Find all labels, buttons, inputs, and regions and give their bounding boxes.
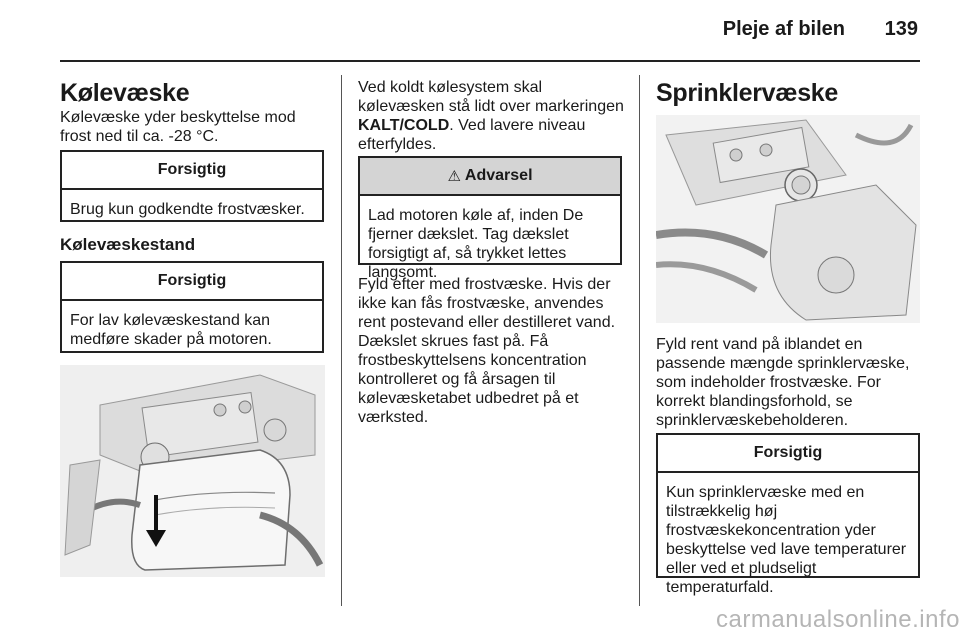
column-divider-1 xyxy=(341,75,342,606)
page-header-title: Pleje af bilen xyxy=(722,18,845,40)
refill-text: Fyld efter med frostvæske. Hvis der ikke kan fås frostvæske, anvendes rent postevand eller destilleret vand. Dækslet skrues fast på. Få frostbeskyttelsens koncentration kontrolleret og få årsagen til kølevæsketabet udbedret på et værksted. xyxy=(358,276,616,426)
column-2 xyxy=(358,78,624,154)
coolant-intro-text: Kølevæske yder beskyttelse mod frost ned til ca. -28 °C. xyxy=(60,109,296,145)
column-divider-2 xyxy=(639,75,640,606)
section-heading-coolant: Kølevæske xyxy=(60,79,190,107)
caution-text: Kun sprinklervæske med en tilstrækkelig høj frostvæskekoncentration yder beskyttelse ved lave temperaturer eller ved et pludseligt temperaturfald. xyxy=(666,484,907,596)
caution-text: Brug kun godkendte frostvæsker. xyxy=(70,201,305,218)
caution-text: For lav kølevæskestand kan medføre skader på motoren. xyxy=(70,312,272,348)
caution-box-coolant-level xyxy=(60,261,324,353)
washer-fluid-text: Fyld rent vand på iblandet en passende mængde sprinklervæske, som indeholder frostvæske. For korrekt blandingsforhold, se sprinklervæskebeholderen. xyxy=(656,336,910,429)
washer-fluid-text-block xyxy=(656,335,922,430)
caution-title: Forsigtig xyxy=(62,263,322,301)
caution-box-washer-fluid xyxy=(656,433,920,596)
caution-title: Forsigtig xyxy=(62,152,322,190)
header-divider xyxy=(60,60,920,62)
caution-title: Forsigtig xyxy=(658,435,918,473)
warning-title: Advarsel xyxy=(464,167,533,184)
column-3 xyxy=(656,78,920,108)
refill-instructions xyxy=(358,275,626,427)
section-heading-washer-fluid: Sprinklervæske xyxy=(656,79,839,107)
coolant-level-text: Ved koldt kølesystem skal kølevæsken stå lidt over markeringen KALT/COLD. Ved lavere niveau efterfyldes. xyxy=(358,79,624,153)
watermark: carmanualsonline.info xyxy=(716,606,960,633)
washer-reservoir-illustration xyxy=(656,115,920,323)
warning-title-bar xyxy=(360,158,620,196)
kalt-cold-marking: KALT/COLD xyxy=(358,117,450,134)
warning-box xyxy=(358,156,622,281)
caution-box-coolant xyxy=(60,150,324,222)
page-number: 139 xyxy=(884,18,918,40)
subheading-coolant-level: Kølevæskestand xyxy=(60,235,196,254)
warning-triangle-icon: ⚠ xyxy=(447,168,461,185)
column-1 xyxy=(60,78,325,146)
warning-text: Lad motoren køle af, inden De fjerner dækslet. Tag dækslet forsigtigt af, så trykket lettes langsomt. xyxy=(368,207,584,281)
coolant-reservoir-illustration xyxy=(60,365,325,577)
